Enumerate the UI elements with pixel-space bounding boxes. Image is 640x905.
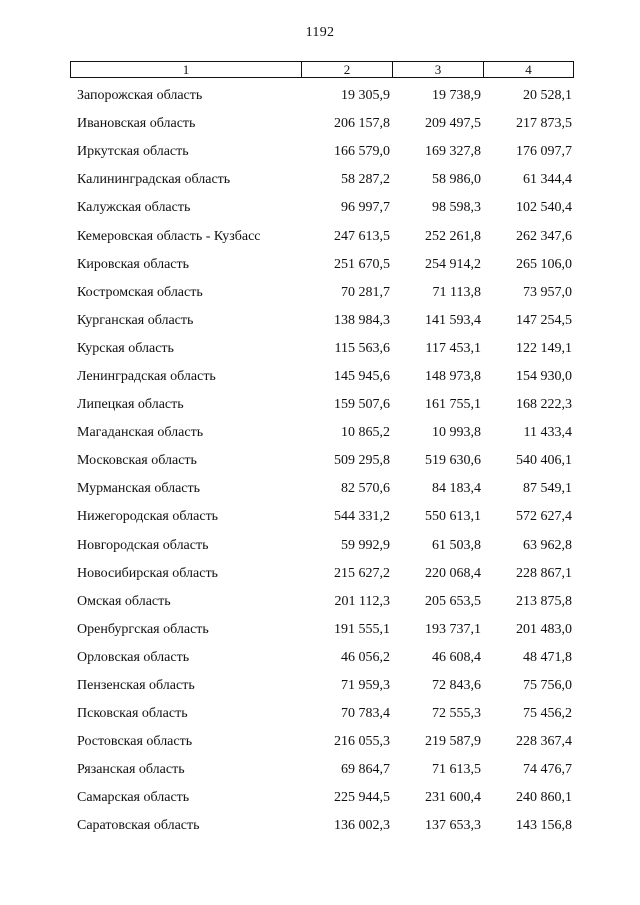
value-col-2: 251 670,5	[334, 256, 390, 272]
table-row	[70, 307, 574, 335]
table-row	[70, 82, 574, 110]
value-col-2: 82 570,6	[341, 481, 390, 497]
value-col-2: 96 997,7	[341, 200, 390, 216]
region-name: Калужская область	[77, 200, 191, 216]
value-col-3: 519 630,6	[425, 453, 481, 469]
value-col-2: 19 305,9	[341, 88, 390, 104]
value-col-3: 10 993,8	[432, 425, 481, 441]
value-col-4: 20 528,1	[523, 88, 572, 104]
table-row	[70, 588, 574, 616]
value-col-4: 75 456,2	[523, 706, 572, 722]
region-name: Кемеровская область - Кузбасс	[77, 228, 261, 244]
region-name: Оренбургская область	[77, 621, 209, 637]
table-row	[70, 672, 574, 700]
page-number: 1192	[305, 25, 335, 40]
table-row	[70, 644, 574, 672]
value-col-3: 61 503,8	[432, 537, 481, 553]
region-name: Кировская область	[77, 256, 190, 272]
value-col-4: 540 406,1	[516, 453, 572, 469]
region-name: Магаданская область	[77, 425, 204, 441]
region-name: Липецкая область	[77, 397, 184, 413]
value-col-3: 161 755,1	[425, 397, 481, 413]
value-col-3: 117 453,1	[425, 340, 481, 356]
region-name: Курская область	[77, 340, 174, 356]
value-col-2: 145 945,6	[334, 368, 390, 384]
table-row	[70, 419, 574, 447]
region-name: Орловская область	[77, 649, 190, 665]
table-row	[70, 728, 574, 756]
value-col-3: 58 986,0	[432, 172, 481, 188]
table-row	[70, 616, 574, 644]
value-col-3: 84 183,4	[432, 481, 481, 497]
value-col-3: 205 653,5	[425, 593, 481, 609]
value-col-3: 71 613,5	[432, 762, 481, 778]
table-row	[70, 166, 574, 194]
region-name: Костромская область	[77, 284, 203, 300]
table-body	[70, 82, 574, 841]
value-col-2: 59 992,9	[341, 537, 390, 553]
table-row	[70, 194, 574, 222]
value-col-4: 228 867,1	[516, 565, 572, 581]
region-name: Новосибирская область	[77, 565, 218, 581]
value-col-4: 168 222,3	[516, 397, 572, 413]
table-row	[70, 447, 574, 475]
value-col-3: 71 113,8	[432, 284, 481, 300]
value-col-4: 63 962,8	[523, 537, 572, 553]
region-name: Калининградская область	[77, 172, 231, 188]
value-col-3: 72 555,3	[432, 706, 481, 722]
region-name: Мурманская область	[77, 481, 201, 497]
value-col-4: 213 875,8	[516, 593, 572, 609]
value-col-4: 102 540,4	[516, 200, 572, 216]
table-row	[70, 503, 574, 531]
value-col-4: 147 254,5	[516, 312, 572, 328]
value-col-4: 11 433,4	[523, 425, 572, 441]
region-name: Пензенская область	[77, 678, 195, 694]
value-col-2: 70 783,4	[341, 706, 390, 722]
table-row	[70, 560, 574, 588]
value-col-3: 98 598,3	[432, 200, 481, 216]
header-col-1: 1	[71, 62, 302, 77]
value-col-2: 138 984,3	[334, 312, 390, 328]
value-col-2: 10 865,2	[341, 425, 390, 441]
value-col-2: 166 579,0	[334, 144, 390, 160]
value-col-3: 169 327,8	[425, 144, 481, 160]
value-col-4: 262 347,6	[516, 228, 572, 244]
region-name: Псковская область	[77, 706, 188, 722]
value-col-3: 148 973,8	[425, 368, 481, 384]
table-row	[70, 784, 574, 812]
value-col-3: 254 914,2	[425, 256, 481, 272]
value-col-4: 73 957,0	[523, 284, 572, 300]
region-name: Ленинградская область	[77, 368, 216, 384]
value-col-2: 115 563,6	[334, 340, 390, 356]
value-col-2: 225 944,5	[334, 790, 390, 806]
table-row	[70, 532, 574, 560]
value-col-4: 240 860,1	[516, 790, 572, 806]
table-row	[70, 363, 574, 391]
value-col-2: 247 613,5	[334, 228, 390, 244]
value-col-3: 550 613,1	[425, 509, 481, 525]
value-col-2: 159 507,6	[334, 397, 390, 413]
region-name: Новгородская область	[77, 537, 209, 553]
header-col-4: 4	[525, 62, 532, 77]
value-col-3: 209 497,5	[425, 116, 481, 132]
value-col-4: 201 483,0	[516, 621, 572, 637]
region-name: Саратовская область	[77, 818, 200, 834]
region-name: Иркутская область	[77, 144, 189, 160]
value-col-4: 154 930,0	[516, 368, 572, 384]
table-row	[70, 475, 574, 503]
table-row	[70, 222, 574, 250]
value-col-4: 572 627,4	[516, 509, 572, 525]
header-col-2: 2	[302, 62, 393, 77]
region-name: Курганская область	[77, 312, 194, 328]
value-col-3: 219 587,9	[425, 734, 481, 750]
region-name: Московская область	[77, 453, 197, 469]
value-col-4: 74 476,7	[523, 762, 572, 778]
value-col-4: 61 344,4	[523, 172, 572, 188]
value-col-2: 206 157,8	[334, 116, 390, 132]
value-col-2: 71 959,3	[341, 678, 390, 694]
region-name: Ростовская область	[77, 734, 193, 750]
value-col-4: 87 549,1	[523, 481, 572, 497]
table-row	[70, 391, 574, 419]
table-row	[70, 251, 574, 279]
value-col-2: 509 295,8	[334, 453, 390, 469]
table-row	[70, 756, 574, 784]
value-col-3: 72 843,6	[432, 678, 481, 694]
region-name: Рязанская область	[77, 762, 185, 778]
value-col-2: 46 056,2	[341, 649, 390, 665]
table-row	[70, 279, 574, 307]
value-col-3: 220 068,4	[425, 565, 481, 581]
value-col-2: 70 281,7	[341, 284, 390, 300]
table-row	[70, 138, 574, 166]
value-col-3: 231 600,4	[425, 790, 481, 806]
value-col-4: 122 149,1	[516, 340, 572, 356]
value-col-2: 215 627,2	[334, 565, 390, 581]
value-col-3: 137 653,3	[425, 818, 481, 834]
table-row	[70, 335, 574, 363]
value-col-2: 58 287,2	[341, 172, 390, 188]
table-header	[70, 61, 574, 78]
table-row	[70, 700, 574, 728]
value-col-3: 252 261,8	[425, 228, 481, 244]
value-col-3: 19 738,9	[432, 88, 481, 104]
value-col-2: 69 864,7	[341, 762, 390, 778]
value-col-2: 216 055,3	[334, 734, 390, 750]
value-col-3: 46 608,4	[432, 649, 481, 665]
table-row	[70, 110, 574, 138]
region-name: Омская область	[77, 593, 171, 609]
value-col-4: 217 873,5	[516, 116, 572, 132]
value-col-3: 193 737,1	[425, 621, 481, 637]
value-col-4: 75 756,0	[523, 678, 572, 694]
value-col-4: 48 471,8	[523, 649, 572, 665]
value-col-2: 544 331,2	[334, 509, 390, 525]
value-col-2: 136 002,3	[334, 818, 390, 834]
region-name: Нижегородская область	[77, 509, 219, 525]
value-col-4: 228 367,4	[516, 734, 572, 750]
value-col-3: 141 593,4	[425, 312, 481, 328]
table-row	[70, 812, 574, 840]
region-name: Ивановская область	[77, 116, 196, 132]
region-name: Самарская область	[77, 790, 190, 806]
value-col-4: 143 156,8	[516, 818, 572, 834]
value-col-4: 176 097,7	[516, 144, 572, 160]
value-col-2: 201 112,3	[334, 593, 390, 609]
value-col-2: 191 555,1	[334, 621, 390, 637]
region-name: Запорожская область	[77, 88, 203, 104]
header-col-3: 3	[393, 62, 484, 77]
value-col-4: 265 106,0	[516, 256, 572, 272]
